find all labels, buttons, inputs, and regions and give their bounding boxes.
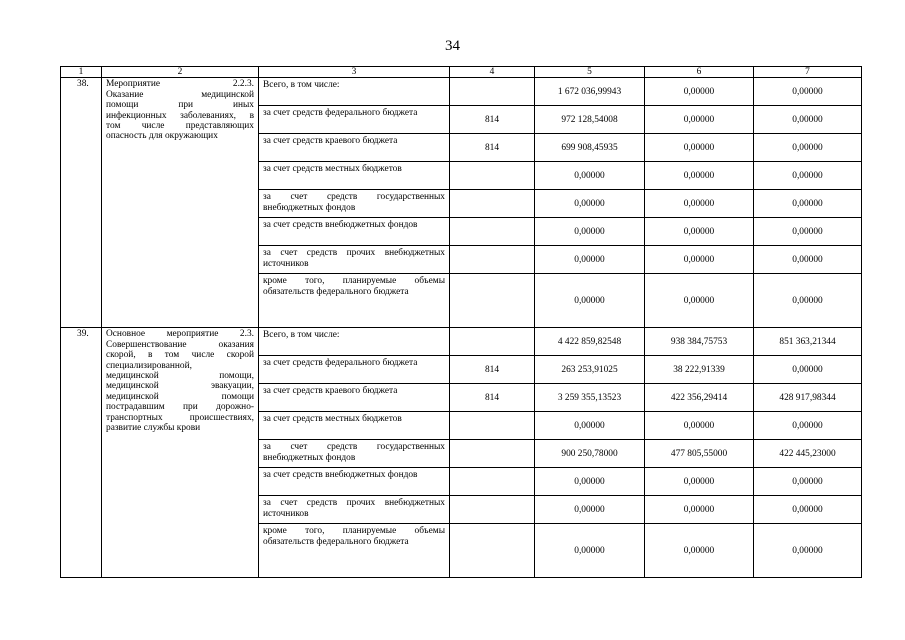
budget-code: 814 [450,356,535,384]
amount-col5: 3 259 355,13523 [535,384,645,412]
amount-col6: 0,00000 [645,78,754,106]
amount-col7: 0,00000 [754,356,862,384]
amount-col5: 0,00000 [535,524,645,578]
amount-col5: 972 128,54008 [535,106,645,134]
description-line: Оказание медицинской [106,89,254,100]
funding-source: за счет средств прочих внебюджетных источников [259,246,450,274]
amount-col7: 0,00000 [754,496,862,524]
budget-table [60,66,862,578]
funding-source: за счет средств федерального бюджета [259,106,450,134]
funding-source: за счет средств прочих внебюджетных источников [259,496,450,524]
budget-code [450,218,535,246]
amount-col5: 263 253,91025 [535,356,645,384]
amount-col5: 699 908,45935 [535,134,645,162]
funding-source: за счет средств местных бюджетов [259,162,450,190]
description-line: Мероприятие 2.2.3. [106,79,254,90]
amount-col6: 38 222,91339 [645,356,754,384]
amount-col5: 0,00000 [535,162,645,190]
amount-col5: 0,00000 [535,246,645,274]
amount-col7: 0,00000 [754,218,862,246]
budget-code [450,190,535,218]
funding-source: за счет средств государственных внебюджетных фондов [259,190,450,218]
amount-col6: 938 384,75753 [645,328,754,356]
amount-col7: 851 363,21344 [754,328,862,356]
amount-col5: 0,00000 [535,496,645,524]
row-index: 38. [61,78,102,328]
header-row [61,67,862,78]
funding-source: Всего, в том числе: [259,78,450,106]
row-index: 39. [61,328,102,578]
amount-col6: 0,00000 [645,246,754,274]
description-line: опасность для окружающих [106,131,218,142]
column-header: 6 [645,67,754,78]
amount-col7: 0,00000 [754,274,862,328]
amount-col7: 0,00000 [754,106,862,134]
amount-col6: 0,00000 [645,524,754,578]
page-number: 34 [445,38,460,54]
funding-source: за счет средств федерального бюджета [259,356,450,384]
amount-col6: 0,00000 [645,496,754,524]
funding-source: кроме того, планируемые объемы обязательств федерального бюджета [259,524,450,578]
funding-source: за счет средств местных бюджетов [259,412,450,440]
budget-code [450,412,535,440]
column-header: 3 [259,67,450,78]
amount-col7: 428 917,98344 [754,384,862,412]
activity-description [102,78,259,328]
funding-source: за счет средств краевого бюджета [259,134,450,162]
amount-col7: 0,00000 [754,134,862,162]
amount-col6: 422 356,29414 [645,384,754,412]
budget-code [450,524,535,578]
budget-code [450,78,535,106]
description-line: инфекционных заболеваниях, в [106,110,254,121]
description-line: том числе представляющих [106,121,254,132]
table-body [61,67,862,578]
budget-code [450,328,535,356]
amount-col6: 0,00000 [645,190,754,218]
amount-col7: 0,00000 [754,246,862,274]
budget-code [450,468,535,496]
funding-source: за счет средств краевого бюджета [259,384,450,412]
amount-col7: 0,00000 [754,412,862,440]
description-line: развитие службы крови [106,423,201,434]
funding-source: за счет средств внебюджетных фондов [259,468,450,496]
funding-source: за счет средств внебюджетных фондов [259,218,450,246]
description-line: Совершенствование оказания [106,339,254,350]
funding-source: кроме того, планируемые объемы обязательств федерального бюджета [259,274,450,328]
budget-code [450,496,535,524]
amount-col7: 0,00000 [754,78,862,106]
amount-col7: 0,00000 [754,190,862,218]
description-line: медицинской эвакуации, [106,381,254,392]
budget-code: 814 [450,384,535,412]
amount-col6: 0,00000 [645,412,754,440]
budget-code [450,440,535,468]
description-line: специализированной, [106,360,192,371]
description-line: транспортных происшествиях, [106,412,254,423]
description-line: пострадавшим при дорожно- [106,402,254,413]
column-header: 1 [61,67,102,78]
amount-col5: 0,00000 [535,412,645,440]
activity-description [102,328,259,578]
amount-col7: 422 445,23000 [754,440,862,468]
description-line: медицинской помощи [106,391,254,402]
budget-code [450,162,535,190]
amount-col6: 0,00000 [645,218,754,246]
budget-code [450,246,535,274]
amount-col5: 0,00000 [535,468,645,496]
funding-source: за счет средств государственных внебюджетных фондов [259,440,450,468]
budget-code: 814 [450,106,535,134]
table-row [61,328,862,356]
description-line: Основное мероприятие 2.3. [106,329,254,340]
column-header: 5 [535,67,645,78]
amount-col6: 0,00000 [645,134,754,162]
amount-col6: 0,00000 [645,274,754,328]
amount-col7: 0,00000 [754,468,862,496]
description-line: помощи при иных [106,100,254,111]
amount-col5: 900 250,78000 [535,440,645,468]
amount-col6: 0,00000 [645,162,754,190]
amount-col5: 0,00000 [535,218,645,246]
amount-col7: 0,00000 [754,524,862,578]
column-header: 7 [754,67,862,78]
amount-col5: 4 422 859,82548 [535,328,645,356]
amount-col7: 0,00000 [754,162,862,190]
funding-source: Всего, в том числе: [259,328,450,356]
amount-col5: 0,00000 [535,190,645,218]
amount-col5: 0,00000 [535,274,645,328]
column-header: 4 [450,67,535,78]
column-header: 2 [102,67,259,78]
amount-col6: 477 805,55000 [645,440,754,468]
budget-code [450,274,535,328]
amount-col6: 0,00000 [645,468,754,496]
budget-code: 814 [450,134,535,162]
amount-col5: 1 672 036,99943 [535,78,645,106]
description-line: медицинской помощи, [106,371,254,382]
amount-col6: 0,00000 [645,106,754,134]
description-line: скорой, в том числе скорой [106,350,254,361]
table-row [61,78,862,106]
